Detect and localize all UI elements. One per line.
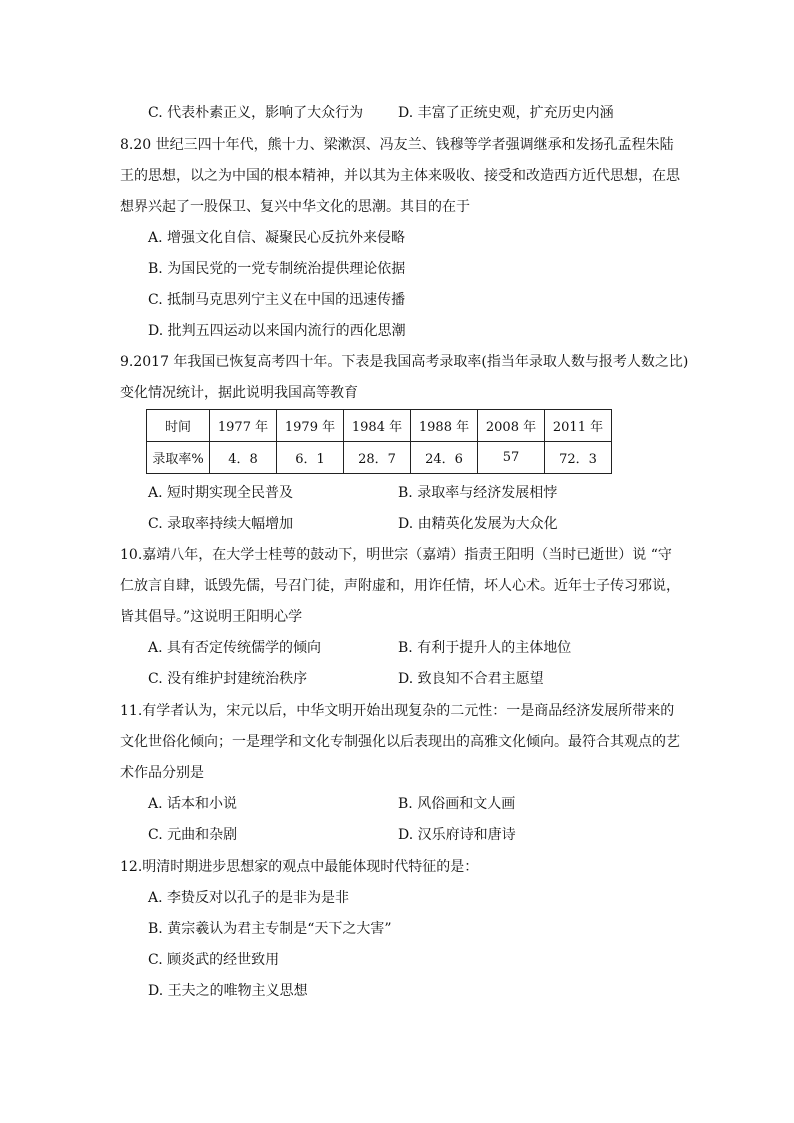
q8-option-d: D. 批判五四运动以来国内流行的西化思潮 (148, 323, 406, 339)
q10-stem-line-2: 仁放言自肆，诋毁先儒，号召门徒，声附虚和，用诈任情，坏人心术。近年士子传习邪说， (120, 578, 680, 594)
q9-stem-line-1: 9.2017 年我国已恢复高考四十年。下表是我国高考录取率(指当年录取人数与报考人数之比) (120, 354, 689, 370)
table-cell: 72．3 (545, 442, 612, 474)
q9-stem-line-2: 变化情况统计，据此说明我国高等教育 (120, 385, 358, 401)
q9-option-a: A. 短时期实现全民普及 (148, 485, 294, 501)
admission-rate-table (146, 409, 612, 474)
q11-stem-line-2: 文化世俗化倾向；一是理学和文化专制强化以后表现出的高雅文化倾向。最符合其观点的艺 (120, 734, 680, 750)
table-cell: 录取率% (147, 442, 210, 474)
q11-stem-line-1: 11.有学者认为，宋元以后，中华文明开始出现复杂的二元性：一是商品经济发展所带来的 (120, 703, 675, 719)
table-row (147, 442, 612, 474)
q12-option-a: A. 李贽反对以孔子的是非为是非 (148, 890, 350, 906)
q11-option-d: D. 汉乐府诗和唐诗 (398, 827, 516, 843)
q9-option-b: B. 录取率与经济发展相悖 (398, 485, 558, 501)
table-cell: 6．1 (277, 442, 344, 474)
q11-option-c: C. 元曲和杂剧 (148, 827, 238, 843)
q8-stem-line-2: 王的思想，以之为中国的根本精神，并以其为主体来吸收、接受和改造西方近代思想，在思 (120, 168, 680, 184)
q12-option-c: C. 顾炎武的经世致用 (148, 952, 280, 968)
table-cell: 1984 年 (344, 410, 411, 442)
q8-option-a: A. 增强文化自信、凝聚民心反抗外来侵略 (148, 230, 406, 246)
table-cell: 28．7 (344, 442, 411, 474)
q12-option-d: D. 王夫之的唯物主义思想 (148, 983, 308, 999)
table-cell: 24．6 (411, 442, 478, 474)
table-header-row (147, 410, 612, 442)
q10-option-c: C. 没有维护封建统治秩序 (148, 671, 308, 687)
q8-stem-line-1: 8.20 世纪三四十年代，熊十力、梁漱溟、冯友兰、钱穆等学者强调继承和发扬孔孟程朱陆 (120, 137, 674, 153)
q7-option-c: C. 代表朴素正义，影响了大众行为 (148, 105, 364, 121)
q10-stem-line-3: 皆其倡导。”这说明王阳明心学 (120, 609, 303, 625)
q7-option-d: D. 丰富了正统史观，扩充历史内涵 (398, 105, 614, 121)
q8-option-b: B. 为国民党的一党专制统治提供理论依据 (148, 261, 406, 277)
q12-option-b: B. 黄宗羲认为君主专制是“天下之大害” (148, 921, 392, 937)
table-cell: 1979 年 (277, 410, 344, 442)
q10-stem-line-1: 10.嘉靖八年，在大学士桂萼的鼓动下，明世宗（嘉靖）指责王阳明（当时已逝世）说 “守 (120, 547, 672, 563)
table-cell: 时间 (147, 410, 210, 442)
q10-option-b: B. 有利于提升人的主体地位 (398, 640, 572, 656)
q8-option-c: C. 抵制马克思列宁主义在中国的迅速传播 (148, 292, 406, 308)
q12-stem-line-1: 12.明清时期进步思想家的观点中最能体现时代特征的是： (120, 859, 479, 875)
q10-option-a: A. 具有否定传统儒学的倾向 (148, 640, 322, 656)
q8-stem-line-3: 想界兴起了一股保卫、复兴中华文化的思潮。其目的在于 (120, 199, 470, 215)
q11-option-a: A. 话本和小说 (148, 796, 238, 812)
q11-stem-line-3: 术作品分别是 (120, 765, 204, 781)
table-cell: 4．8 (210, 442, 277, 474)
table-cell: 57 (478, 442, 545, 474)
table-cell: 1988 年 (411, 410, 478, 442)
q11-option-b: B. 风俗画和文人画 (398, 796, 516, 812)
table-cell: 2008 年 (478, 410, 545, 442)
q9-option-d: D. 由精英化发展为大众化 (398, 516, 558, 532)
table-cell: 1977 年 (210, 410, 277, 442)
table-cell: 2011 年 (545, 410, 612, 442)
q9-option-c: C. 录取率持续大幅增加 (148, 516, 294, 532)
q10-option-d: D. 致良知不合君主愿望 (398, 671, 544, 687)
